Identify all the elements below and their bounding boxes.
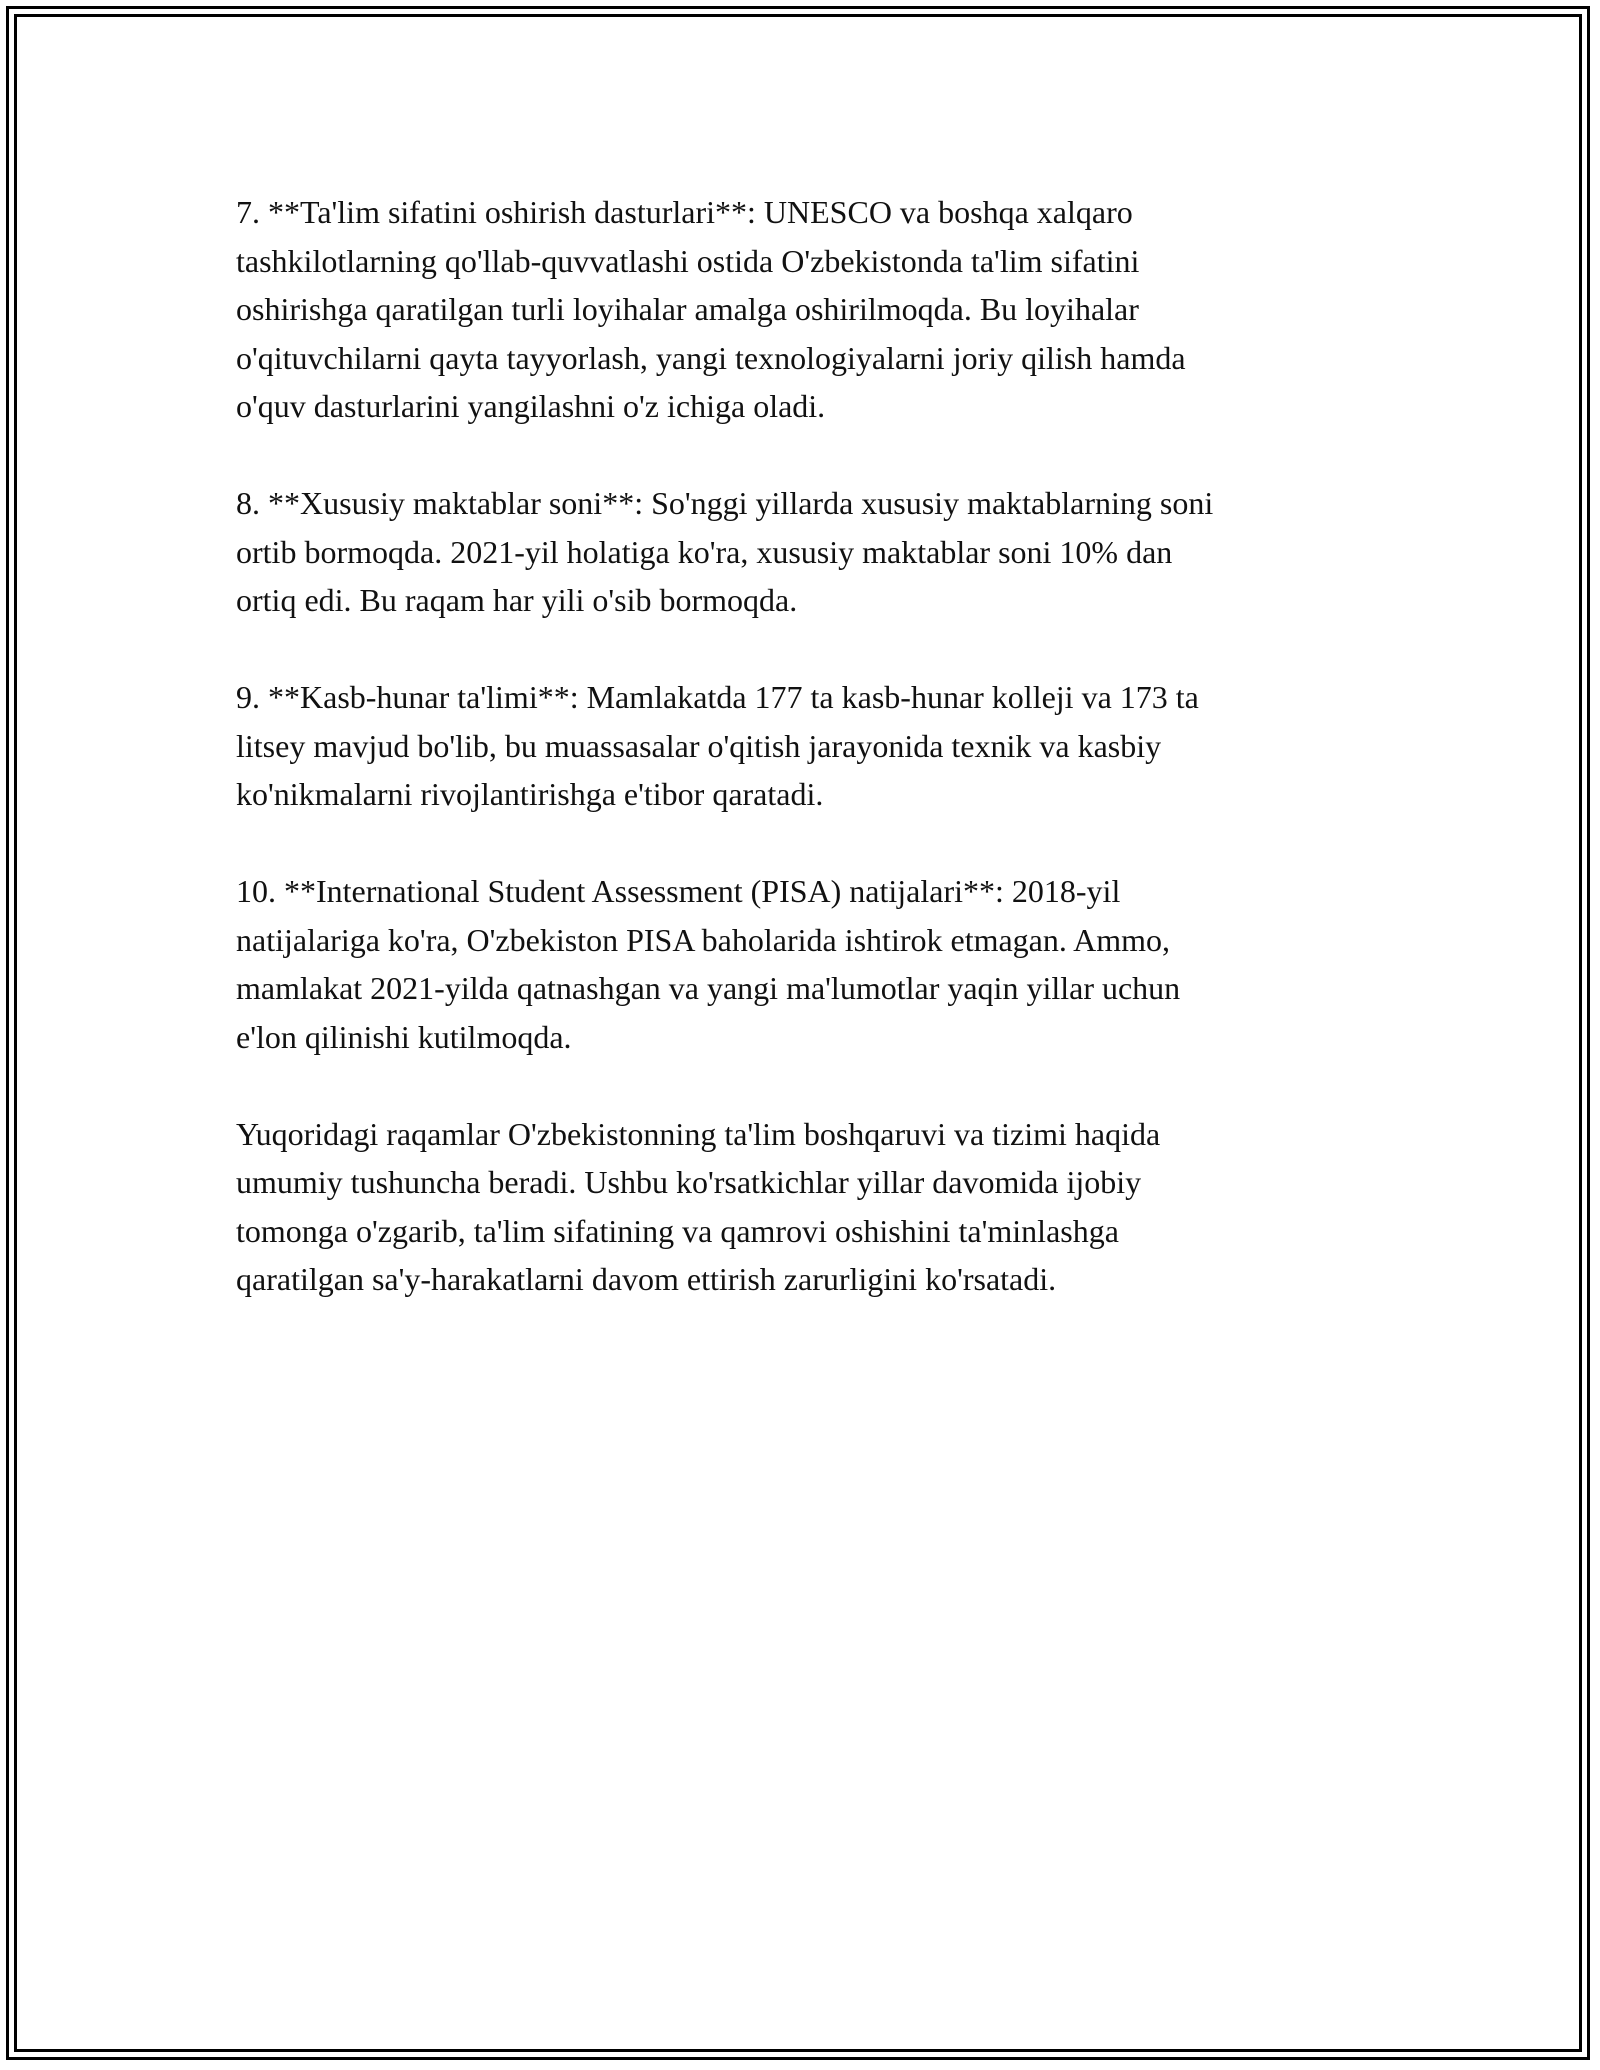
paragraph-item-8: 8. **Xususiy maktablar soni**: So'nggi yillarda xususiy maktablarning soni ortib bormoqda. 2021-yil holatiga ko'ra, xususiy maktablar soni 10% dan ortiq edi. Bu raqam har yili o'sib bormoqda. (236, 485, 1214, 618)
paragraph-item-7: 7. **Ta'lim sifatini oshirish dasturlari**: UNESCO va boshqa xalqaro tashkilotlarning qo'llab-quvvatlashi ostida O'zbekistonda ta'lim sifatini oshirishga qaratilgan turli loyihalar amalga oshirilmoqda. Bu loyihalar o'qituvchilarni qayta tayyorlash, yangi texnologiyalarni joriy qilish hamda o'quv dasturlarini yangilashni o'z ichiga oladi. (236, 194, 1186, 424)
paragraph-conclusion: Yuqoridagi raqamlar O'zbekistonning ta'lim boshqaruvi va tizimi haqida umumiy tushuncha beradi. Ushbu ko'rsatkichlar yillar davomida ijobiy tomonga o'zgarib, ta'lim sifatining va qamrovi oshishini ta'minlashga qaratilgan sa'y-harakatlarni davom ettirish zarurligini ko'rsatadi. (236, 1115, 1161, 1297)
paragraph-item-9: 9. **Kasb-hunar ta'limi**: Mamlakatda 177 ta kasb-hunar kolleji va 173 ta litsey mavjud bo'lib, bu muassasalar o'qitish jarayonida texnik va kasbiy ko'nikmalarni rivojlantirishga e'tibor qaratadi. (236, 679, 1199, 812)
document-body (236, 188, 1376, 1352)
paragraph-item-10: 10. **International Student Assessment (PISA) natijalari**: 2018-yil natijalariga ko'ra, O'zbekiston PISA baholarida ishtirok etmagan. Ammo, mamlakat 2021-yilda qatnashgan va yangi ma'lumotlar yaqin yillar uchun e'lon qilinishi kutilmoqda. (236, 873, 1181, 1055)
